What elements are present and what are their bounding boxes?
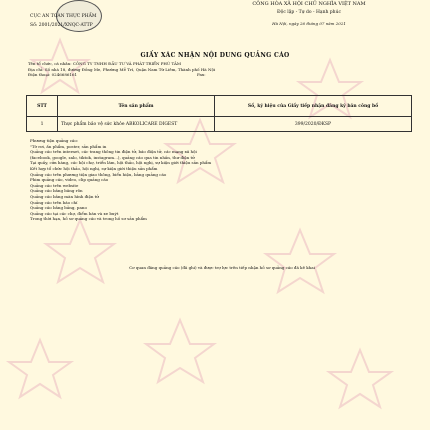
- table-cell: Thực phẩm bảo vệ sức khỏe ABKOLICARE DIGEST: [58, 117, 215, 132]
- applicant-address: Địa chỉ: Số nhà 18, đường Đồng Me, Phường Mễ Trì, Quận Nam Từ Liêm, Thành phố Hà Nội: [28, 66, 216, 72]
- footer-note: Cơ quan đăng quảng cáo (đã ghi) và được trợ lực trên tiếp nhận hồ sơ quảng cáo đã kê khai: [129, 265, 315, 270]
- table-cell: 399/2020/ĐKSP: [215, 117, 412, 132]
- list-item: Quảng cáo trên website: [30, 182, 79, 188]
- document-number: Số: 2001/2021/XNQC-ATTP: [30, 23, 93, 28]
- national-motto: Độc lập - Tự do - Hạnh phúc: [276, 10, 341, 15]
- column-header: Số, ký hiệu của Giấy tiếp nhận đăng ký bản công bố: [215, 96, 412, 117]
- national-title: CÔNG HÒA XÃ HỘI CHỦ NGHĨA VIỆT NAM: [252, 1, 366, 7]
- list-item: Trong thời hạn, hồ sơ quảng cáo và trong hồ sơ sản phẩm: [30, 216, 147, 222]
- list-item: Phương tiện quảng cáo:: [30, 138, 79, 143]
- list-item: Quảng cáo bằng màn hình điện tử: [30, 193, 99, 199]
- applicant-fax: Fax:: [197, 72, 206, 77]
- issuing-org-name: CỤC AN TOÀN THỰC PHẨM: [30, 14, 97, 19]
- list-item: Phim quảng cáo, video, clip quảng cáo: [30, 177, 109, 183]
- applicant-phone: Điện thoại: 0246686161: [28, 72, 78, 77]
- column-header: STT: [27, 96, 58, 117]
- list-item: Quảng cáo tại các chợ, điểm bán và xe buýt: [30, 210, 119, 216]
- applicant-name: Tên tổ chức, cá nhân: CÔNG TY TNHH ĐẦU TƯ VÀ PHÁT TRIỂN PHÚ TÂM: [28, 61, 181, 66]
- list-item: Kết hợp tổ chức hội thảo, hội nghị, sự kiện giới thiệu sản phẩm: [30, 165, 158, 171]
- issuing-organization: [30, 14, 110, 28]
- dateline: Hà Nội, ngày 26 tháng 07 năm 2021: [272, 21, 346, 26]
- list-item: (facebook, google, zalo, tiktok, instagram...), quảng cáo qua tin nhắn, thư điện tử: [30, 154, 195, 160]
- list-item: Quảng cáo trên phương tiện giao thông, biển hiệu, bảng quảng cáo: [30, 171, 167, 177]
- list-item: "Tờ rơi, ấn phẩm, poster, sản phẩm in: [30, 143, 107, 149]
- list-item: Quảng cáo bằng băng rôn: [30, 188, 83, 194]
- list-item: Tại quầy, cửa hàng, các hội chợ, triển lãm, hội thảo, hội nghị, sự kiện giới thiệu sản phẩm: [30, 160, 212, 166]
- advertising-media-list: [30, 138, 410, 222]
- document-title: GIẤY XÁC NHẬN NỘI DUNG QUẢNG CÁO: [140, 52, 290, 59]
- product-table: [26, 95, 412, 132]
- applicant-info: [28, 61, 408, 78]
- national-header: [234, 1, 384, 26]
- table-row: [27, 117, 412, 132]
- table-cell: 1: [27, 117, 58, 132]
- table-header-row: [27, 96, 412, 117]
- column-header: Tên sản phẩm: [58, 96, 215, 117]
- list-item: Quảng cáo trên internet, các trang thông tin điện tử, báo điện tử, các mạng xã hội: [30, 149, 197, 155]
- list-item: Quảng cáo trên báo chí: [30, 199, 78, 205]
- list-item: Quảng cáo bằng bảng, pano: [30, 205, 87, 211]
